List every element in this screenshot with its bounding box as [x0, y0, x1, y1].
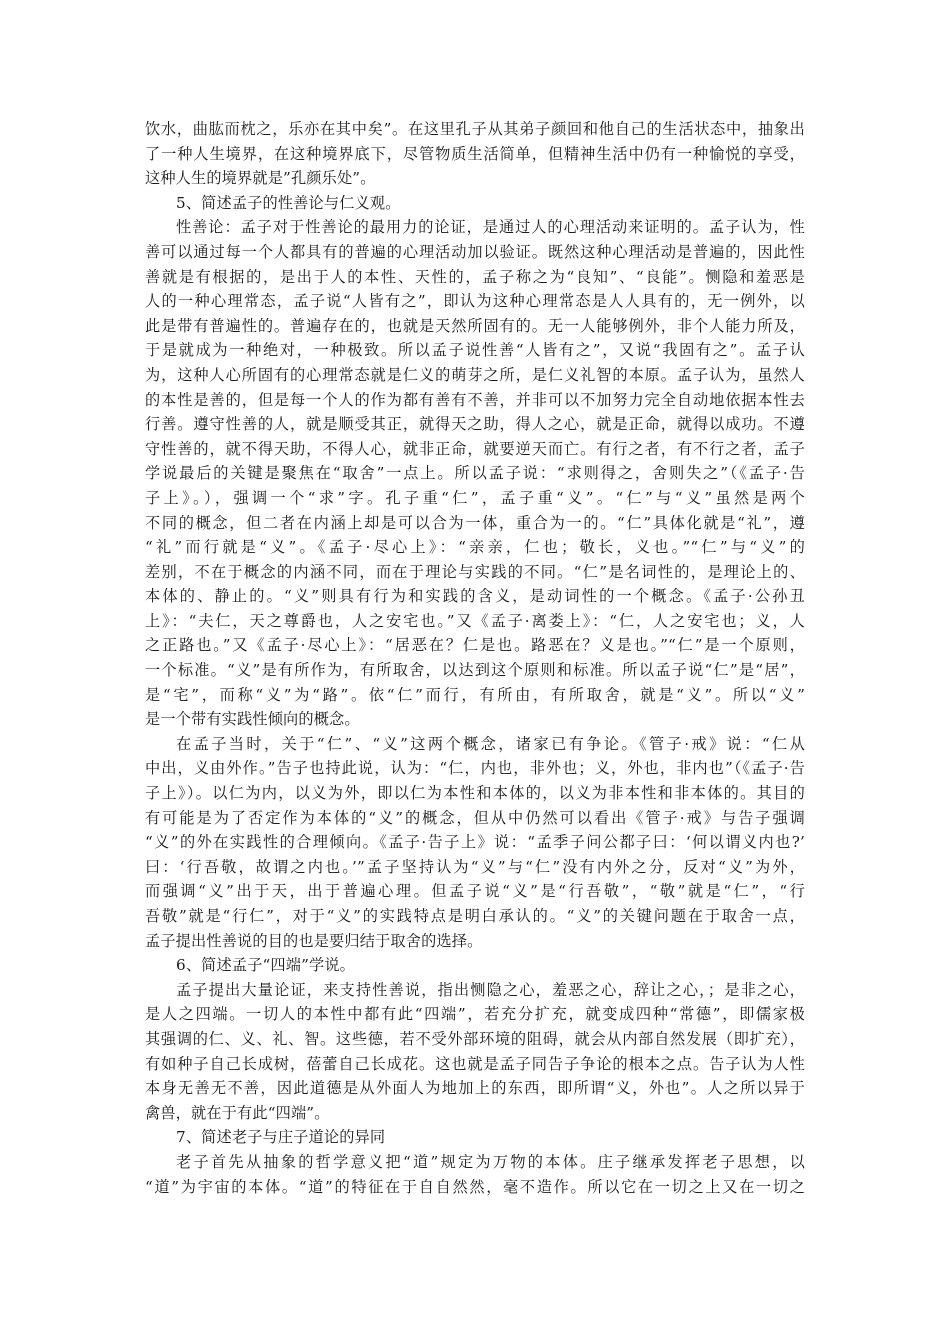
text-line: “礼”而行就是“义”。《孟子·尽心上》：“亲亲，仁也；敬长，义也。”“仁”与“义”的 [145, 538, 805, 557]
text-line: 一个标准。“义”是有所作为，有所取舍，以达到这个原则和标准。所以孟子说“仁”是“居”， [145, 661, 805, 680]
text-line: 善可以通过每一个人都具有的普遍的心理活动加以验证。既然这种心理活动是普遍的，因此性 [145, 242, 805, 261]
text-line: 这种人生的境界就是”孔颜乐处”。 [145, 169, 376, 188]
text-line: 为，这种人心所固有的心理常态就是仁义的萌芽之所，是仁义礼智的本原。孟子认为，虽然人 [145, 365, 805, 384]
text-line: 学说最后的关键是聚焦在“取舍”一点上。所以孟子说：“求则得之，舍则失之”（《孟子·告 [145, 464, 805, 483]
text-line: 本身无善无不善，因此道德是从外面人为地加上的东西，即所谓“义，外也”。人之所以异于 [145, 1079, 805, 1098]
text-line: 此是带有普遍性的。普遍存在的，也就是天然所固有的。无一人能够例外，非个人能力所及， [145, 316, 805, 335]
text-line: 有可能是为了否定作为本体的“义”的概念，但从中仍然可以看出《管子·戒》与告子强调 [145, 808, 805, 827]
text-line: 之正路也。”又《孟子·尽心上》：“居恶在？仁是也。路恶在？义是也。”“仁”是一个原则， [145, 636, 805, 655]
text-line: “义”的外在实践性的合理倾向。《孟子·告子上》说：“孟季子问公都子曰：‘何以谓义内也?’ [145, 833, 805, 852]
section-heading: 5、简述孟子的性善论与仁义观。 [176, 193, 401, 212]
text-line: 不同的概念，但二者在内涵上却是可以合为一体，重合为一的。“仁”具体化就是“礼”，遵 [145, 513, 805, 532]
text-line: 是人之四端。一切人的本性中都有此“四端”，若充分扩充，就变成四种“常德”，即儒家极 [145, 1005, 805, 1024]
text-line: 在孟子当时，关于“仁”、“义”这两个概念，诸家已有争论。《管子·戒》说：“仁从 [176, 734, 805, 753]
text-line: 善就是有根据的，是出于人的本性、天性的，孟子称之为“良知”、“良能”。恻隐和羞恶是 [145, 267, 805, 286]
text-line: 于是就成为一种绝对，一种极致。所以孟子说性善“人皆有之”，又说“我固有之”。孟子认 [145, 341, 805, 360]
text-line: 了一种人生境界，在这种境界底下，尽管物质生活简单，但精神生活中仍有一种愉悦的享受， [145, 144, 805, 163]
text-line: 性善论：孟子对于性善论的最用力的论证，是通过人的心理活动来证明的。孟子认为，性 [176, 218, 805, 237]
section-heading: 7、简述老子与庄子道论的异同 [176, 1128, 386, 1147]
text-line: 是“宅”，而称“义”为“路”。依“仁”而行，有所由，有所取舍，就是“义”。所以“义” [145, 685, 805, 704]
text-line: 饮水，曲肱而枕之，乐亦在其中矣”。在这里孔子从其弟子颜回和他自己的生活状态中，抽象出 [145, 120, 805, 138]
text-line: 的本性是善的，但是每一个人的作为都有善有不善，并非可以不加努力完全自动地依据本性去 [145, 390, 805, 409]
text-line: 是一个带有实践性倾向的概念。 [145, 710, 360, 729]
section-heading: 6、简述孟子“四端”学说。 [176, 956, 356, 975]
text-line: 孟子提出大量论证，来支持性善说，指出恻隐之心，羞恶之心，辞让之心，；是非之心， [176, 980, 805, 999]
text-line: “道”为宇宙的本体。“道”的特征在于自自然然，毫不造作。所以它在一切之上又在一切之 [145, 1177, 805, 1196]
text-line: 中出，义由外作。”告子也持此说，认为：“仁，内也，非外也；义，外也，非内也”（《孟子·告 [145, 759, 805, 778]
text-line: 守性善的，就不得天助，不得人心，就非正命，就要逆天而亡。有行之者，有不行之者，孟子 [145, 439, 805, 458]
text-line: 孟子提出性善说的目的也是要归结于取舍的选择。 [145, 931, 483, 950]
text-line: 子上》。），强调一个“求”字。孔子重“仁”，孟子重“义”。“仁”与“义”虽然是两个 [145, 488, 805, 507]
text-line: 其强调的仁、义、礼、智。这些德，若不受外部环境的阻碍，就会从内部自然发展（即扩充）， [145, 1029, 805, 1048]
text-line: 上》：“夫仁，天之尊爵也，人之安宅也。”又《孟子·离娄上》：“仁，人之安宅也；义，人 [145, 611, 805, 630]
text-line: 差别，不在于概念的内涵不同，而在于理论与实践的不同。“仁”是名词性的，是理论上的、 [145, 562, 805, 581]
text-line: 有如种子自己长成树，蓓蕾自己长成花。这也就是孟子同告子争论的根本之点。告子认为人性 [145, 1054, 805, 1073]
text-line: 人的一种心理常态，孟子说“人皆有之”，即认为这种心理常态是人人具有的，无一例外，以 [145, 292, 805, 311]
text-line: 老子首先从抽象的哲学意义把“道”规定为万物的本体。庄子继承发挥老子思想，以 [176, 1152, 805, 1171]
text-line: 而强调“义”出于天，出于普遍心理。但孟子说“义”是“行吾敬”，“敬”就是“仁”，“行 [145, 882, 805, 901]
text-line: 禽兽，就在于有此“四端”。 [145, 1103, 330, 1122]
text-line: 子上》）。以仁为内，以义为外，即以仁为本性和本体的，以义为非本性和非本体的。其目的 [145, 784, 805, 803]
text-line: 本体的、静止的。“义”则具有行为和实践的含义，是动词性的一个概念。《孟子·公孙丑 [145, 587, 805, 606]
text-line: 行善。遵守性善的人，就是顺受其正，就得天之助，得人之心，就是正命，就得以成功。不遵 [145, 415, 805, 434]
text-line: 曰：‘行吾敬，故谓之内也。’”孟子坚持认为“义”与“仁”没有内外之分，反对“义”为外， [145, 857, 805, 876]
document-page [145, 117, 805, 1199]
text-line: 吾敬”就是“行仁”，对于“义”的实践特点是明白承认的。“义”的关键问题在于取舍一点， [145, 907, 805, 925]
